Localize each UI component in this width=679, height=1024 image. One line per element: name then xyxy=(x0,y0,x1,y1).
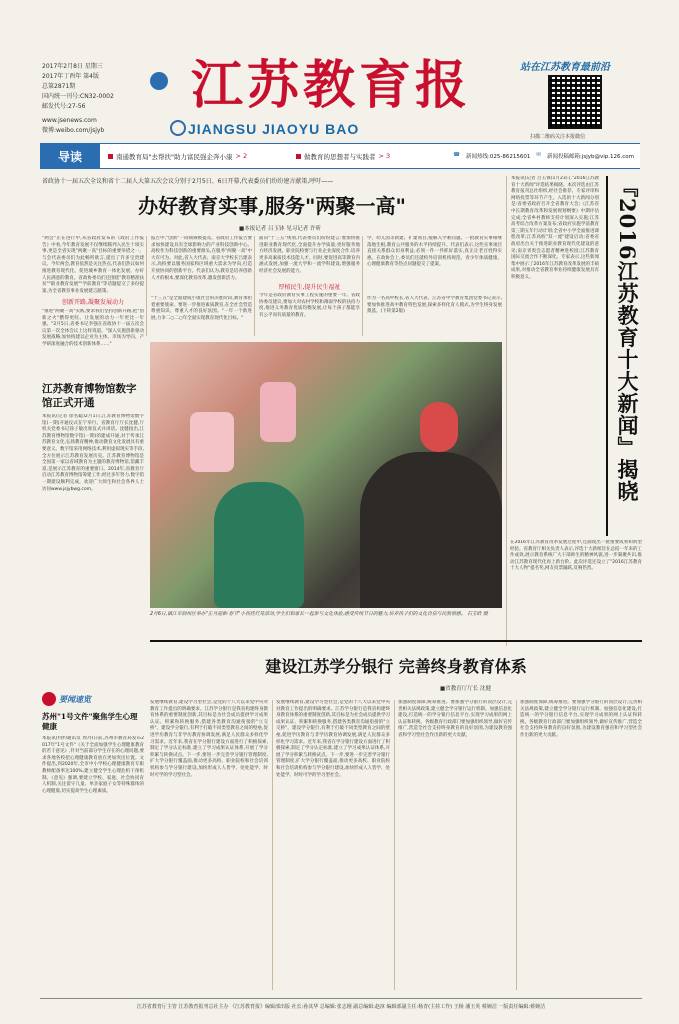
site-tagline: 站在江苏教育最前沿 xyxy=(520,62,610,73)
adult-figure xyxy=(360,452,502,608)
lead-col1-text-2: "推进"两聚一高"实践,要求我们坚持创新开路,把"创新之火"燃得更旺。让发展的动力一年更比一年强。"2月5日,省委书记李强在省政协十一届五次会议第一次全体会议上这样说道。"深入实施创新驱动发展战略,加快构建以企业为主体、市场为导向、产学研深度融合的技术创新体系……" xyxy=(42,309,144,347)
website-link[interactable]: www.jsenews.com xyxy=(42,117,97,124)
lead-headline: 办好教育实事,服务"两聚一高" xyxy=(138,194,406,218)
guide-bar xyxy=(40,143,640,169)
lead-col3-text: 面向"十三五"规划,代表委员们纷纷建言:要加快推进职业教育现代化,全面提升办学质量,更好服务地方经济发展。职业院校要与行业企业深度合作,培养更多高素质技术技能人才。同时,要促进高等教育内涵式发展,加强一流大学和一流学科建设,增强服务经济社会发展的能力。 xyxy=(259,236,360,274)
bottom-rule xyxy=(150,640,642,642)
masthead-pinyin: JIANGSU JIAOYU BAO xyxy=(188,121,360,137)
suzhou-brief-title: 苏州"1号文件"聚焦学生心理健康 xyxy=(42,712,138,731)
ten-news-vertical-title: 『2016江苏教育十大新闻』揭晓 xyxy=(606,176,642,536)
ten-news-body-top: 本报讯(记者 吕玉钵)1月23日,"2016江苏教育十大新闻"评选结果揭晓。本次评选由江苏教育报刊总社组织,经社会推荐、专家评审和网络投票等环节产生。入选的十大新闻分别是:省委省政府召开全省教育大会;《江苏省中长期教育改革和发展规划纲要》中期评估完成;全省乡村教师支持计划深入实施;江苏高考综合改革方案发布;省政府实施学前教育第三期五年行动计划;全省中小学全面推进课程改革;江苏高校"双一流"建设启动;省委省政府出台关于推进职业教育现代化建设的意见;南京青奥会志愿者精神进校园;江苏教育国际交流合作不断深化。专家表示,这些新闻集中展示了2016年江苏教育改革发展的丰硕成果,对推动全省教育事业持续健康发展具有积极意义。 xyxy=(511,176,599,280)
cn-code: 国内统一刊号:CN32-0002 xyxy=(42,93,114,100)
weibo-link[interactable]: 微博:weibo.com/jsjyb xyxy=(42,127,105,134)
lead-byline: ■本报记者 吕玉钵 见习记者 许昕 xyxy=(239,226,321,232)
bottom-col-2: 发展继续教育,建设学习型社会,是党的十八大以来党中央对教育工作提出的明确要求。江苏学分银行是我省构建终身教育体系的重要制度创新,其目标是为社会成员提供学习成果认证、积累和转换服务,搭建各类教育沟通衔接的"立交桥"。建设学分银行,有利于打破不同类型教育之间的壁垒,促进学历教育与非学历教育协调发展,满足人民群众多样化学习需求。近年来,我省在学分银行建设方面进行了积极探索,制定了学分认定标准,建立了学习成果认证体系,开展了学分积累与转换试点。下一步,要进一步完善学分银行管理制度,扩大学分银行覆盖面,推动更多高校、职业院校和社会培训机构参与学分银行建设,加快形成人人皆学、处处能学、时时可学的学习型社会。 xyxy=(272,700,390,990)
date-line: 2017年2月8日 星期三 xyxy=(42,63,103,70)
suzhou-brief xyxy=(42,712,144,992)
lantern-shape xyxy=(190,412,234,472)
lead-column-3 xyxy=(254,236,360,336)
qr-caption: 扫描二维码关注本报微信 xyxy=(530,134,586,140)
news-hotline: 新闻热线:025-86215601 xyxy=(466,154,531,160)
bottom-col-1: 发展继续教育,建设学习型社会,是党的十八大以来党中央对教育工作提出的明确要求。江苏学分银行是我省构建终身教育体系的重要制度创新,其目标是为社会成员提供学习成果认证、积累和转换服务,搭建各类教育沟通衔接的"立交桥"。建设学分银行,有利于打破不同类型教育之间的壁垒,促进学历教育与非学历教育协调发展,满足人民群众多样化学习需求。近年来,我省在学分银行建设方面进行了积极探索,制定了学分认定标准,建立了学习成果认证体系,开展了学分积累与转换试点。下一步,要进一步完善学分银行管理制度,扩大学分银行覆盖面,推动更多高校、职业院校和社会培训机构参与学分银行建设,加快形成人人皆学、处处能学、时时可学的学习型社会。 xyxy=(150,700,268,778)
guide-item-text: 做教育的思想者与实践者 xyxy=(304,152,376,161)
bullet-square-icon xyxy=(108,154,113,159)
bullet-square-icon xyxy=(296,154,301,159)
child-figure xyxy=(214,482,304,608)
news-brief-label xyxy=(42,692,144,706)
lantern-shape xyxy=(260,382,296,442)
bottom-byline: ■省教育厅厅长 沈健 xyxy=(440,686,491,692)
masthead-title: 江苏教育报 xyxy=(190,55,471,116)
ten-news-body-bottom: 在2016年江苏教育改革发展过程中,还涌现出一批重要成果和典型经验。省教育厅相关负责人表示,评选十大新闻旨在总结一年来的工作成效,展示教育系统广大干部师生的精神风貌,进一步凝聚共识,推动江苏教育现代化再上新台阶。此次评选还设立了"2016江苏教育十大人物"提名奖,网友投票踊跃,反响热烈。 xyxy=(510,540,642,572)
phone-icon: ☎ xyxy=(453,152,460,158)
masthead xyxy=(0,0,679,140)
lead-col1-subhead: 创新开路,凝聚发展动力 xyxy=(62,299,124,306)
lead-kicker: 省政协十一届五次全议和省十二届人大第五次会议分别于2月5日、6日开幕,代表委员们纷纷建言献策,呼吁—— xyxy=(42,178,334,185)
bottom-col-4: 加强制度保障,统筹推进。要加强学分银行的顶层设计,完善相关法规政策,建立健全学分银行运行机制。加强信息化建设,打造统一的学分银行信息平台,实现学习成果的网上认证和转换。各级教育行政部门要加强组织领导,做好宣传推广,营造全社会支持终身教育的良好氛围,为建设教育强省和学习型社会作出新的更大贡献。 xyxy=(516,700,642,990)
qr-code[interactable] xyxy=(548,75,602,129)
lead-col1-text: "两会"正在进行中,从省政府发布的《政府工作报告》中看,今年教育发展不仅继续瞄列入民生十项实事,更是全省实现"两聚一高"目标的重要举措之一。与会代表委员们为此畅所欲言,提出了许多宝贵建议。今年两会,教育依然是关注热点,代表们热议如何推进教育现代化、促进城乡教育一体化发展、办好人民满意的教育。省政协委员们还围绕"教育精准扶贫""职业教育发展""学前教育"等话题提交了多份提案,为全省教育事业发展建言献策。 xyxy=(42,236,144,294)
masthead-info xyxy=(42,62,152,136)
lead-col2-text-2: "十三五"是全面建成小康社会的决胜阶段,教育承担着重要使命。要进一步推进素质教育,在全社会营造尊重知识、尊重人才的良好氛围。"一年一个新进展,力争二○二○年全面实现教育现代化目标。" xyxy=(151,296,252,321)
brief-label: 要闻速览 xyxy=(59,694,91,704)
lead-col3-text-2: 今年是省政府教育实事工程实施的重要一年。省政协委员建议,要加大对农村学校和薄弱学校的扶持力度,推进义务教育优质均衡发展,让每个孩子都能享有公平而有质量的教育。 xyxy=(259,293,360,318)
lead-col2-text: 报告中,"创新"一词频频被提及。省政府工作报告要求加快建设具有全球影响力的产业科技创新中心。高校作为科技创新的重要源头,在服务"两聚一高"中大有可为。对此,省人大代表、南京大学校长吕建表示,高校要以服务国家和区域重大需求为导向,打造开放协同的创新平台。代表们认为,教育是培养创新人才的根本,要深化教育改革,激发创新活力。 xyxy=(151,236,252,281)
lead-col4-text: 学、幼儿园等新建、扩建项目,缓解入学难问题。一批教育实事相继落地生根,教育公共服务的水平持续提升。代表们表示,这些实事项目直接关系群众切身利益,必须一件一件抓好落实,真正让老百姓得实惠。在政协会上,委员们还就校外培训机构规范、青少年体质健康、心理健康教育等热点问题提交了提案。 xyxy=(367,236,502,268)
lead-column-1 xyxy=(42,236,144,372)
lead-col3-subhead: 厚植民生,提升民生福祉 xyxy=(278,284,341,291)
bottom-headline: 建设江苏学分银行 完善终身教育体系 xyxy=(265,657,527,676)
lantern-shape xyxy=(420,402,458,452)
guide-item[interactable] xyxy=(296,152,446,161)
brief-badge-icon xyxy=(42,692,56,706)
lead-column-2 xyxy=(146,236,252,336)
museum-body: 本报讯(记者 徐名聪)2月1日,江苏教育博物馆数字馆(一期)开通仪式在宁举行。省教育厅厅长沈健,厅机关党委书记徐子敏出席仪式并讲话。沈健指出,江苏教育博物馆数字馆(一期)的建成开通,对于传承江苏教育文化,弘扬教育精神,推动教育文化发展具有重要意义。数字馆采用网络技术,利用虚拟现实等手段,全方位展示江苏教育发展历史。江苏教育博物馆是全国第一家以省域教育为主题的教育博物馆,馆藏丰富,是展示江苏教育的重要窗口。2014年,省教育厅启动江苏教育博物馆筹建工作,经过多年努力,数字馆一期建设顺利完成。欢迎广大师生和社会各界人士访问www.jsjybwg.com。 xyxy=(42,414,144,492)
footer-credits: 江苏省教育厅主管 江苏教育报刊总社主办 《江苏教育报》编辑部出版 社长:孙其华 总编辑:张志刚 副总编辑:赵淳 编辑部副主任:杨青(主持工作) 王杨 潘玉英 蔡婉洁 一版责任编辑:蔡婉洁 xyxy=(136,1004,546,1010)
postal-code: 邮发代号:27-56 xyxy=(42,103,86,110)
masthead-sponsor xyxy=(170,120,186,136)
guide-label: 导读 xyxy=(40,143,100,169)
guide-contact xyxy=(453,152,634,160)
mail-icon: ✉ xyxy=(536,152,541,158)
guide-item-page: > 3 xyxy=(378,152,391,160)
bottom-col-3: 加强制度保障,统筹推进。要加强学分银行的顶层设计,完善相关法规政策,建立健全学分银行运行机制。加强信息化建设,打造统一的学分银行信息平台,实现学习成果的网上认证和转换。各级教育行政部门要加强组织领导,做好宣传推广,营造全社会支持终身教育的良好氛围,为建设教育强省和学习型社会作出新的更大贡献。 xyxy=(394,700,512,990)
guide-item[interactable] xyxy=(108,152,258,161)
issue-number: 总第2871期 xyxy=(42,83,76,90)
museum-story xyxy=(42,382,144,682)
lunar-line: 2017年丁酉年 第4版 xyxy=(42,73,99,80)
guide-item-page: > 2 xyxy=(235,152,248,160)
news-email[interactable]: 新闻投稿邮箱:jsjyb@vip.126.com xyxy=(546,154,634,160)
lantern-photo xyxy=(150,342,502,608)
photo-caption: 2月6日,镇江市润州区举办"正月迎新·春节"小孩挂灯笼活动,学生们和家长一起参与文化体验,感受传统节日的魅力,培养孩子们的文化自信与民族情感。 石玉欧 摄 xyxy=(150,612,488,617)
footer xyxy=(40,998,642,1010)
lead-col4-text-2: 作为一名高中校长,省人大代表、江苏省中学教育集团党委书记表示,要加快推进高中教育特色发展,探索多样化育人模式,为学生终身发展奠基。(下转第2版) xyxy=(367,296,502,315)
guide-item-text: 南通教育局"去帮扶"助力富民强企奔小康 xyxy=(116,152,233,161)
lead-column-4 xyxy=(362,236,502,336)
suzhou-brief-body: 本报讯(特约通讯员 周丹)日前,苏州市教育局发布2017年"1号文件"《关于全面加强学生心理健康教育的若干意见》,针对当前部分学生存在的心理问题,要求各地各校把心理健康教育放在更加突出位置。文件提出,到2020年,全市中小学校心理健康教育专职教师配备率达100%,建立健全学生心理危机干预机制。《意见》强调,要建立学校、家庭、社会协同育人机制,关注留守儿童、单亲家庭子女等特殊群体的心理健康,切实提高学生心理素质。 xyxy=(42,736,144,794)
museum-title: 江苏教育博物馆数字馆正式开通 xyxy=(42,383,137,409)
